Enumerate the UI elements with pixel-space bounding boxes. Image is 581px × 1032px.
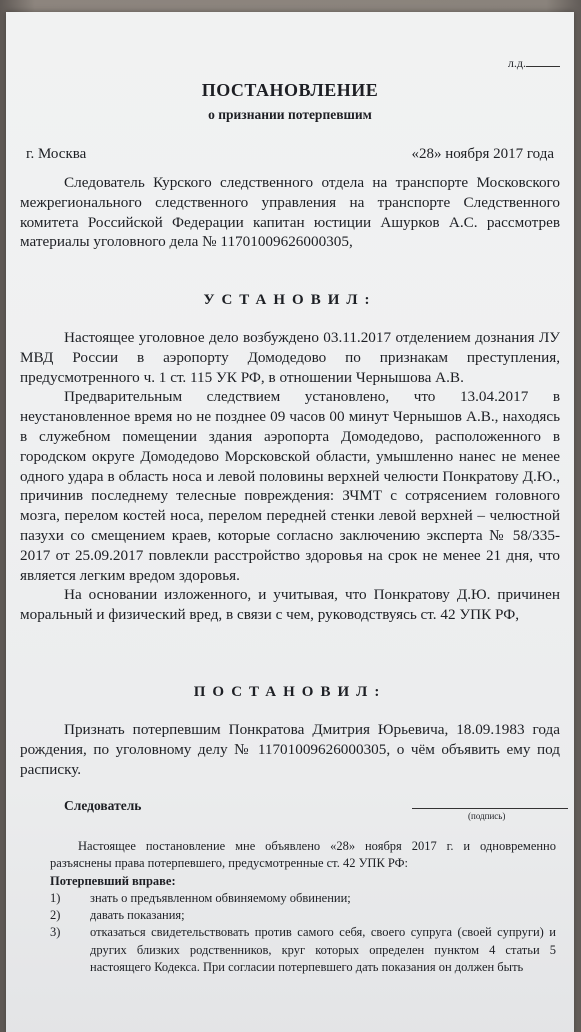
- resolution-section: [20, 720, 560, 779]
- intro-text: Следователь Курского следственного отдела на транспорте Московского межрегионального следственного управления на транспорте Следственного комитета Российской Федерации капитан юстиции Ашурков А.С. рассмотрев материалы уголовного дела № 11701009626000305,: [20, 174, 560, 251]
- signature-line: [412, 808, 568, 809]
- rights-notice: [50, 838, 556, 976]
- heading-established: УСТАНОВИЛ:: [203, 292, 377, 308]
- established-paragraph-1: Настоящее уголовное дело возбуждено 03.11.2017 отделением дознания ЛУ МВД России в аэропорту Домодедово по признакам преступления, предусмотренного ч. 1 ст. 115 УК РФ, в отношении Чернышова А.В.: [20, 329, 560, 386]
- established-section: [20, 328, 560, 625]
- document-date: «28» ноября 2017 года: [411, 146, 554, 162]
- rights-item-text: отказаться свидетельствовать против самого себя, своего супруга (своей супруги) и других близких родственников, круг которых определен пунктом 4 статьи 5 настоящего Кодекса. При согласии потерпевшего дать показания он должен быть: [90, 925, 556, 975]
- rights-title: Потерпевший вправе:: [50, 873, 176, 888]
- resolution-text: Признать потерпевшим Понкратова Дмитрия Юрьевича, 18.09.1983 года рождения, по уголовному делу № 11701009626000305, о чём объявить ему под расписку.: [20, 721, 560, 778]
- rights-item-number: 2): [50, 908, 61, 923]
- rights-item-text: знать о предъявленном обвиняемому обвинении;: [90, 890, 351, 905]
- rights-list-item: [50, 907, 556, 924]
- document-page: [6, 12, 574, 1032]
- rights-item-number: 3): [50, 925, 61, 940]
- place-and-date: [26, 146, 554, 163]
- document-title: ПОСТАНОВЛЕНИЕ: [201, 80, 379, 100]
- intro-paragraph: [20, 173, 560, 252]
- case-page-blank-line: [526, 56, 560, 67]
- place: г. Москва: [26, 146, 87, 162]
- rights-item-number: 1): [50, 890, 61, 905]
- signature-caption: (подпись): [468, 811, 506, 821]
- heading-resolved: ПОСТАНОВИЛ:: [193, 684, 387, 700]
- document-subtitle: о признании потерпевшим: [208, 107, 372, 122]
- signature-label: Следователь: [64, 798, 142, 813]
- established-paragraph-3: На основании изложенного, и учитывая, что Понкратову Д.Ю. причинен моральный и физический вред, в связи с чем, руководствуясь ст. 42 УПК РФ,: [20, 586, 560, 624]
- case-page-label: л.д.: [507, 56, 526, 70]
- case-page-reference: [508, 56, 560, 71]
- rights-item-text: давать показания;: [90, 908, 185, 923]
- rights-list-item: [50, 924, 556, 976]
- established-paragraph-2: Предварительным следствием установлено, что 13.04.2017 в неустановленное время но не позднее 09 часов 00 минут Чернышов А.В., находясь в служебном помещении здания аэропорта Домодедово, расположенного в городском округе Домодедово Морсковской области, умышленно нанес не менее одного удара в область носа и левой половины верхней челюсти Понкратову Д.Ю., причинив последнему телесные повреждения: ЗЧМТ с сотрясением головного мозга, перелом костей носа, перелом передней стенки левой верхней – челюстной пазухи со смещением краев, которые согласно заключению эксперта № 58/335-2017 от 25.09.2017 повлекли расстройство здоровья на срок не менее 21 дня, что является легким вредом здоровья.: [20, 388, 560, 584]
- rights-list-item: [50, 890, 556, 907]
- notice-text: Настоящее постановление мне объявлено «28» ноября 2017 г. и одновременно разъяснены права потерпевшего, предусмотренные ст. 42 УПК РФ:: [50, 839, 556, 871]
